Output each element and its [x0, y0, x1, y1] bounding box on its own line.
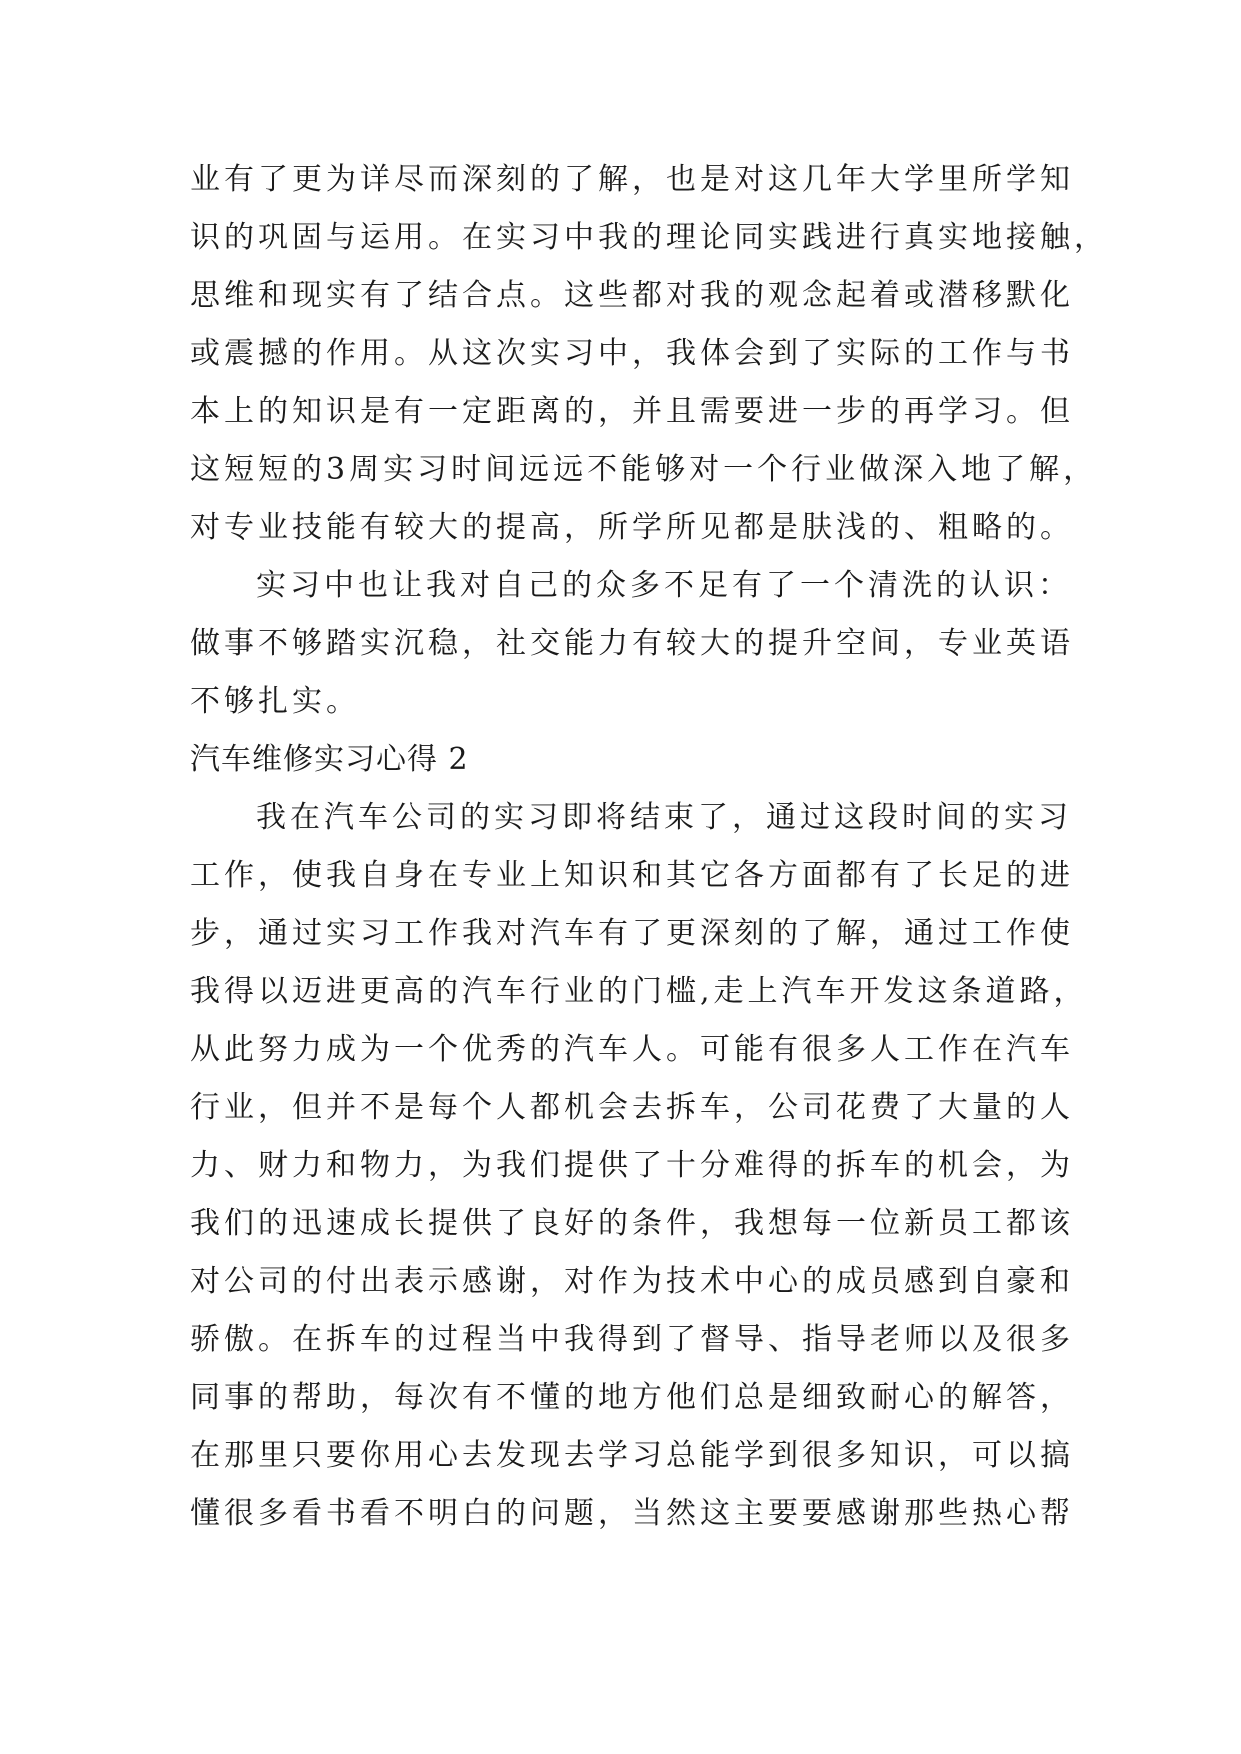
paragraph-first-line: 我在汽车公司的实习即将结束了，通过这段时间的实习	[256, 800, 1072, 835]
text-line: 识的巩固与运用。在实习中我的理论同实践进行真实地接触，	[190, 220, 1108, 255]
text-line: 同事的帮助，每次有不懂的地方他们总是细致耐心的解答，	[190, 1380, 1074, 1415]
text-line: 力、财力和物力，为我们提供了十分难得的拆车的机会，为	[190, 1148, 1074, 1183]
text-line: 思维和现实有了结合点。这些都对我的观念起着或潜移默化	[190, 278, 1074, 313]
text-line: 我们的迅速成长提供了良好的条件，我想每一位新员工都该	[190, 1206, 1074, 1241]
text-line: 做事不够踏实沉稳，社交能力有较大的提升空间，专业英语	[190, 626, 1074, 661]
paragraph-first-line: 实习中也让我对自己的众多不足有了一个清洗的认识：	[256, 568, 1072, 603]
text-line: 工作，使我自身在专业上知识和其它各方面都有了长足的进	[190, 858, 1074, 893]
text-line: 对专业技能有较大的提高，所学所见都是肤浅的、粗略的。	[190, 510, 1074, 545]
text-line: 业有了更为详尽而深刻的了解，也是对这几年大学里所学知	[190, 162, 1074, 197]
text-line: 这短短的3周实习时间远远不能够对一个行业做深入地了解，	[190, 452, 1098, 487]
text-line: 不够扎实。	[190, 684, 360, 719]
text-line: 行业，但并不是每个人都机会去拆车，公司花费了大量的人	[190, 1090, 1074, 1125]
text-line: 从此努力成为一个优秀的汽车人。可能有很多人工作在汽车	[190, 1032, 1074, 1067]
text-line: 步，通过实习工作我对汽车有了更深刻的了解，通过工作使	[190, 916, 1074, 951]
text-line: 在那里只要你用心去发现去学习总能学到很多知识，可以搞	[190, 1438, 1074, 1473]
section-heading: 汽车维修实习心得 2	[190, 742, 469, 777]
text-line: 骄傲。在拆车的过程当中我得到了督导、指导老师以及很多	[190, 1322, 1074, 1357]
text-line: 对公司的付出表示感谢，对作为技术中心的成员感到自豪和	[190, 1264, 1074, 1299]
text-line: 或震撼的作用。从这次实习中，我体会到了实际的工作与书	[190, 336, 1074, 371]
text-line: 我得以迈进更高的汽车行业的门槛,走上汽车开发这条道路，	[190, 974, 1088, 1009]
text-line: 本上的知识是有一定距离的，并且需要进一步的再学习。但	[190, 394, 1074, 429]
text-line: 懂很多看书看不明白的问题，当然这主要要感谢那些热心帮	[190, 1496, 1074, 1531]
